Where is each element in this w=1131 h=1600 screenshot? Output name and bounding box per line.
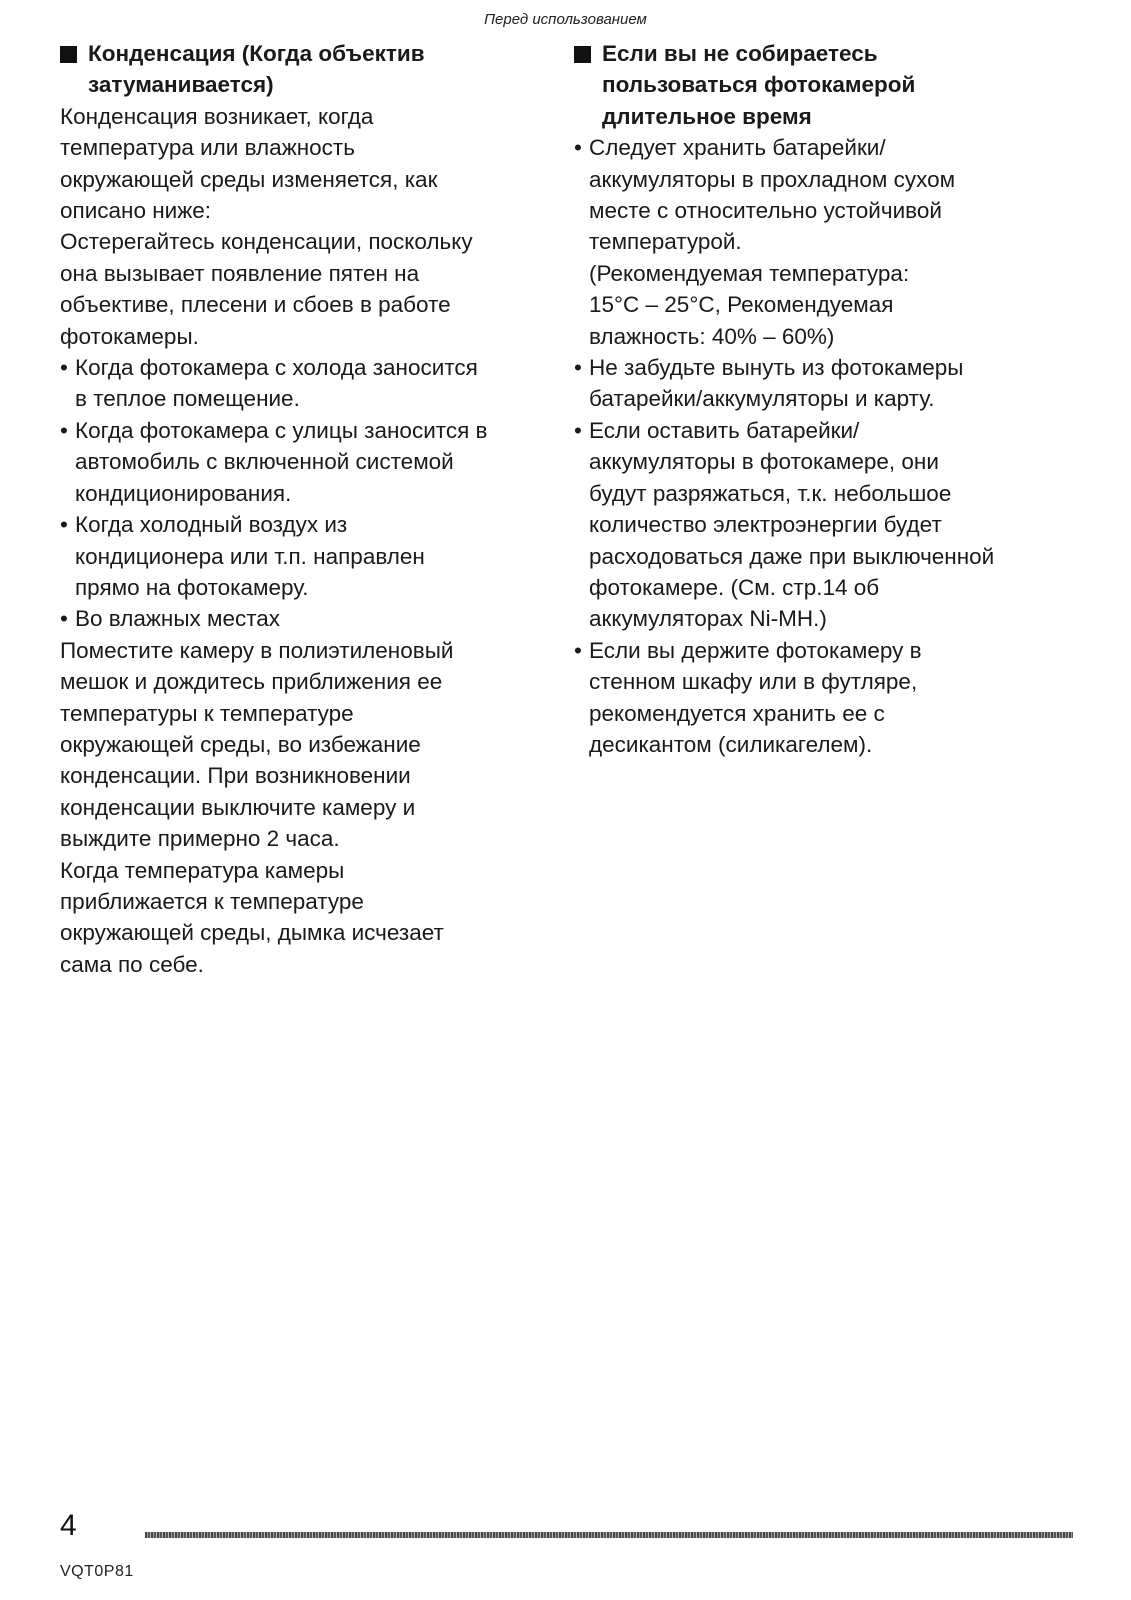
- text-line: объективе, плесени и сбоев в работе: [60, 292, 451, 318]
- text-line: десикантом (силикагелем).: [589, 731, 873, 757]
- text-line: сама по себе.: [60, 951, 204, 977]
- text-line: мешок и дождитесь приближения ее: [60, 669, 443, 695]
- text-line: описано ниже:: [60, 198, 212, 224]
- list-item: [574, 352, 1074, 415]
- text-line: окружающей среды, во избежание: [60, 731, 421, 757]
- text-line: конденсации выключите камеру и: [60, 794, 416, 820]
- text-line: стенном шкафу или в футляре,: [589, 669, 918, 695]
- heading-line: Если вы не собираетесь: [602, 41, 878, 66]
- text-line: Когда фотокамера с улицы заносится в: [75, 417, 488, 443]
- text-line: окружающей среды изменяется, как: [60, 166, 438, 192]
- text-line: конденсации. При возникновении: [60, 763, 411, 789]
- text-line: месте с относительно устойчивой: [589, 198, 942, 224]
- text-line: количество электроэнергии будет: [589, 512, 942, 538]
- text-line: (Рекомендуемая температура:: [589, 260, 910, 286]
- right-column: [574, 38, 1074, 760]
- closing-paragraph: [60, 855, 550, 981]
- text-line: аккумуляторы в фотокамере, они: [589, 449, 939, 475]
- page-number: 4: [60, 1509, 77, 1542]
- text-line: батарейки/аккумуляторы и карту.: [589, 386, 935, 412]
- text-line: рекомендуется хранить ее с: [589, 700, 885, 726]
- text-line: прямо на фотокамеру.: [75, 574, 309, 600]
- text-line: Когда температура камеры: [60, 857, 345, 883]
- text-line: влажность: 40% – 60%): [589, 323, 835, 349]
- text-line: температуры к температуре: [60, 700, 354, 726]
- text-line: Остерегайтесь конденсации, поскольку: [60, 229, 473, 255]
- heading-line: Конденсация (Когда объектив: [88, 41, 425, 66]
- heading-line: пользоваться фотокамерой: [602, 72, 916, 98]
- text-line: она вызывает появление пятен на: [60, 260, 420, 286]
- list-item: [60, 415, 550, 509]
- text-line: окружающей среды, дымка исчезает: [60, 920, 444, 946]
- text-line: Когда фотокамера с холода заносится: [75, 355, 478, 381]
- bullet-icon: •: [60, 606, 68, 632]
- heading-line: длительное время: [602, 103, 812, 129]
- storage-heading: [574, 38, 1074, 132]
- text-line: 15°C – 25°C, Рекомендуемая: [589, 292, 894, 318]
- text-line: Поместите камеру в полиэтиленовый: [60, 637, 454, 663]
- list-item: [60, 509, 550, 603]
- text-line: кондиционера или т.п. направлен: [75, 543, 425, 569]
- text-line: приближается к температуре: [60, 888, 364, 914]
- text-line: будут разряжаться, т.к. небольшое: [589, 480, 952, 506]
- text-line: кондиционирования.: [75, 480, 292, 506]
- document-code: VQT0P81: [60, 1563, 134, 1580]
- text-line: температурой.: [589, 229, 742, 255]
- list-item: [60, 603, 550, 634]
- text-line: Конденсация возникает, когда: [60, 103, 374, 129]
- intro-paragraph: [60, 101, 550, 227]
- text-line: Когда холодный воздух из: [75, 512, 348, 538]
- bullet-icon: •: [60, 355, 68, 381]
- text-line: в теплое помещение.: [75, 386, 300, 412]
- text-line: Следует хранить батарейки/: [589, 135, 886, 161]
- text-line: Не забудьте вынуть из фотокамеры: [589, 355, 964, 381]
- bullet-icon: •: [574, 135, 582, 161]
- text-line: Во влажных местах: [75, 606, 281, 632]
- heading-line: затуманивается): [88, 72, 274, 98]
- text-line: расходоваться даже при выключенной: [589, 543, 995, 569]
- condensation-heading: [60, 38, 550, 101]
- advice-paragraph: [60, 635, 550, 855]
- left-column: [60, 38, 550, 980]
- text-line: аккумуляторах Ni-MH.): [589, 606, 827, 632]
- text-line: Если вы держите фотокамеру в: [589, 637, 922, 663]
- list-item: [574, 635, 1074, 761]
- text-line: фотокамере. (См. стр.14 об: [589, 574, 880, 600]
- bullet-icon: •: [574, 417, 582, 443]
- list-item: [574, 132, 1074, 352]
- square-bullet-icon: [60, 46, 77, 63]
- square-bullet-icon: [574, 46, 591, 63]
- text-line: Если оставить батарейки/: [589, 417, 860, 443]
- warning-paragraph: [60, 226, 550, 352]
- bullet-icon: •: [60, 417, 68, 443]
- text-line: выждите примерно 2 часа.: [60, 826, 340, 852]
- bullet-icon: •: [60, 512, 68, 538]
- running-header: Перед использованием: [484, 11, 647, 28]
- text-line: аккумуляторы в прохладном сухом: [589, 166, 956, 192]
- footer-divider: [145, 1532, 1073, 1538]
- list-item: [60, 352, 550, 415]
- bullet-icon: •: [574, 637, 582, 663]
- text-line: температура или влажность: [60, 135, 355, 161]
- list-item: [574, 415, 1074, 635]
- text-line: фотокамеры.: [60, 323, 199, 349]
- text-line: автомобиль с включенной системой: [75, 449, 454, 475]
- bullet-icon: •: [574, 355, 582, 381]
